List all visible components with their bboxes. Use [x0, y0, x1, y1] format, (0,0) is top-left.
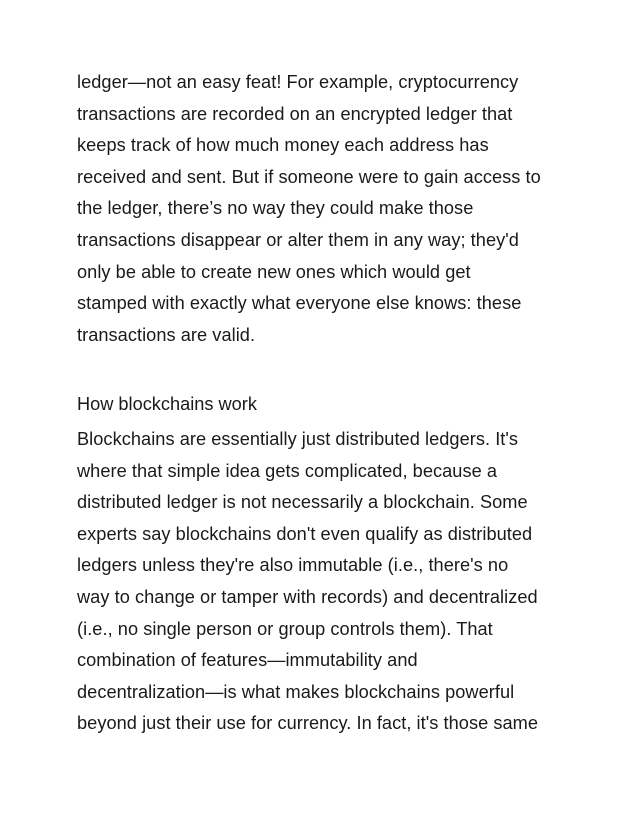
text-line: the ledger, there’s no way they could make those: [77, 198, 474, 219]
text-line: transactions disappear or alter them in any way; they'd: [77, 229, 519, 250]
text-line: (i.e., no single person or group controls them). That: [77, 618, 493, 639]
text-line: where that simple idea gets complicated, because a: [77, 460, 498, 481]
text-line: beyond just their use for currency. In fact, it's those same: [77, 713, 539, 734]
text-line: transactions are recorded on an encrypted ledger that: [77, 103, 513, 124]
text-line: decentralization—is what makes blockchains powerful: [77, 681, 515, 702]
text-line: combination of features—immutability and: [77, 650, 418, 671]
text-line: keeps track of how much money each address has: [77, 135, 489, 156]
text-line: way to change or tamper with records) and decentralized: [77, 586, 538, 607]
text-line: ledgers unless they're also immutable (i.e., there's no: [77, 555, 509, 576]
text-line: only be able to create new ones which would get: [77, 261, 471, 282]
text-line: ledger—not an easy feat! For example, cryptocurrency: [77, 72, 519, 92]
text-line: transactions are valid.: [77, 324, 256, 345]
text-line: distributed ledger is not necessarily a blockchain. Some: [77, 492, 528, 513]
text-line: received and sent. But if someone were to gain access to: [77, 166, 541, 187]
text-line: experts say blockchains don't even qualify as distributed: [77, 523, 533, 544]
section-heading: How blockchains work: [77, 394, 257, 414]
paragraph-blockchains-explained: [77, 424, 577, 740]
text-line: stamped with exactly what everyone else knows: these: [77, 293, 522, 314]
text-line: Blockchains are essentially just distributed ledgers. It's: [77, 429, 519, 449]
paragraph-ledger-security: [77, 67, 577, 351]
